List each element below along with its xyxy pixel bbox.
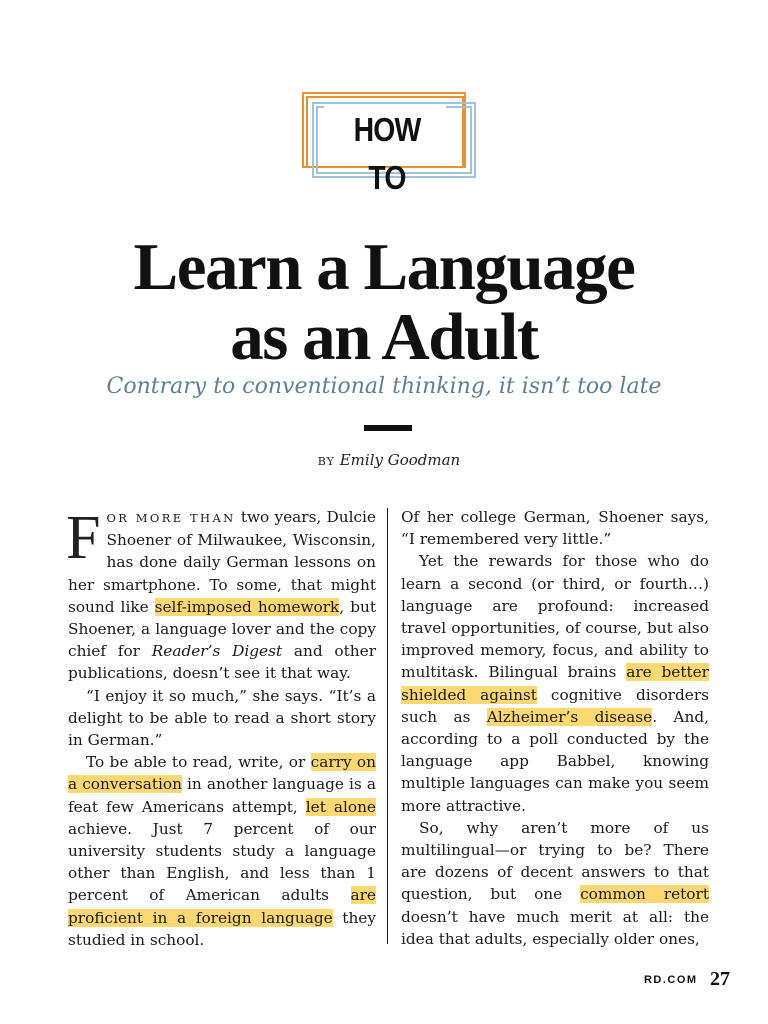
column-divider xyxy=(387,508,388,944)
text-run: they studied in school. xyxy=(68,908,376,949)
paragraph: “I enjoy it so much,” she says. “It’s a delight to be able to read a short story in German.” xyxy=(68,686,376,750)
text-run: , but Shoener, a language lover and the copy chief for xyxy=(68,597,376,661)
text-run: So, why aren’t more of us multilingual—or trying to be? There are dozens of decent answers to that question, but one xyxy=(401,818,709,904)
article-column-left xyxy=(68,506,376,951)
title-line-2: as an Adult xyxy=(230,300,538,374)
text-run: . And, according to a poll conducted by the language app Babbel, knowing multiple languages can make you seem more attractive. xyxy=(401,707,709,815)
text-run: Yet the rewards for those who do learn a second (or third, or fourth…) language are profound: increased travel opportunities, of course, but also improved memory, focus, and ability to multitask. Bilingual brains xyxy=(401,552,709,682)
highlight: are proficient in a foreign language xyxy=(68,886,376,927)
article-subtitle: Contrary to conventional thinking, it isn’t too late xyxy=(106,374,662,399)
text-run: two years, Dulcie Shoener of Milwaukee, Wisconsin, has done daily German lessons on her smartphone. To some, that might sound like xyxy=(68,508,376,616)
page-footer xyxy=(644,968,730,991)
text-run: To be able to read, write, or xyxy=(86,753,311,772)
byline xyxy=(0,451,768,469)
highlight: are better shielded against xyxy=(401,663,709,704)
highlight: carry on a conversation xyxy=(68,753,376,794)
paragraph xyxy=(401,817,709,950)
byline-prefix: BY xyxy=(317,455,335,468)
text-run: doesn’t have much merit at all: the idea that adults, especially older ones, xyxy=(401,907,709,948)
paragraph xyxy=(68,506,376,685)
article-title xyxy=(0,232,768,372)
how-to-badge xyxy=(302,92,476,196)
site-name: RD.COM xyxy=(643,973,698,986)
author-name: Emily Goodman xyxy=(339,451,461,469)
highlight: Alzheimer’s disease xyxy=(486,707,653,726)
article-column-right xyxy=(401,506,709,950)
text-run: and other publications, doesn’t see it that way. xyxy=(68,642,377,683)
text-run: cognitive disorders such as xyxy=(401,685,710,726)
highlight: let alone xyxy=(305,797,376,816)
highlight: common retort xyxy=(580,885,709,904)
page-number: 27 xyxy=(710,968,730,990)
publication-name: Reader’s Digest xyxy=(151,642,283,661)
highlight: self-imposed homework xyxy=(154,597,340,616)
drop-cap: F xyxy=(66,504,101,572)
paragraph xyxy=(401,550,709,816)
title-rule xyxy=(364,425,412,431)
paragraph xyxy=(68,751,376,951)
text-run: achieve. Just 7 percent of our university students study a language other than English, and less than 1 percent of American adults xyxy=(68,819,376,905)
badge-label: HOW TO xyxy=(353,111,421,196)
lead-small-caps: OR MORE THAN xyxy=(106,511,236,525)
text-run: in another language is a feat few Americans attempt, xyxy=(68,775,376,816)
paragraph: Of her college German, Shoener says, “I remembered very little.” xyxy=(401,508,709,549)
title-line-1: Learn a Language xyxy=(133,230,635,304)
